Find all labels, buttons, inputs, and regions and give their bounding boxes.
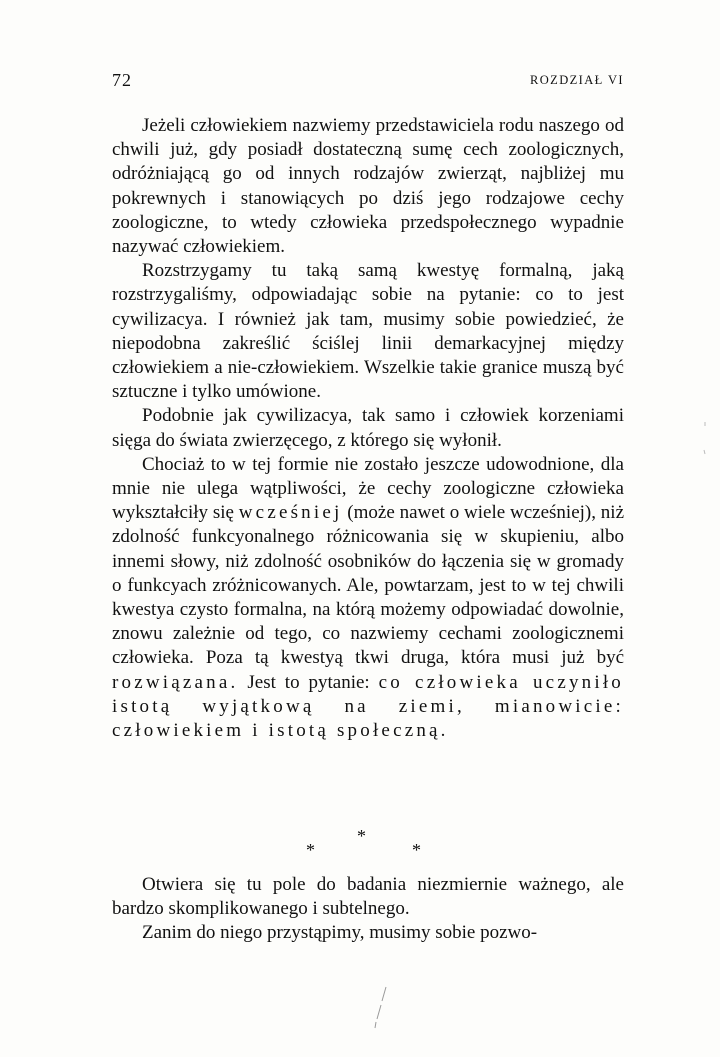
paragraph-5: Otwiera się tu pole do badania niezmiernie ważnego, ale bardzo skomplikowanego i subtelnego. [112,874,624,920]
page-header [112,70,624,94]
pencil-mark [370,985,394,1030]
paragraph-4-part-e: Jest to pytanie: [247,671,370,693]
emphasis-question: co człowieka uczyniło istotą wyjątkową na ziemi, mianowicie: człowiekiem i istotą społeczną. [112,671,625,742]
body-text-lower [112,873,624,946]
section-separator-asterism [280,826,440,866]
margin-speck [700,420,710,460]
emphasis-wczesniej: wcześniej [238,502,343,524]
body-text-upper [112,114,624,743]
paragraph-4-part-a: Chociaż to w tej formie nie zostało jeszcze udowodnione, dla mnie nie ulega wątpliwości, że cechy zoologiczne człowieka wykształciły się [112,453,624,524]
paragraph-2: Rozstrzygamy tu taką samą kwestyę formalną, jaką rozstrzygaliśmy, odpowiadając sobie na pytanie: co to jest cywilizacya. I również jak tam, musimy sobie powiedzieć, że niepodobna zakreślić ściślej linii demarkacyjnej między człowiekiem a nie-człowiekiem. Wszelkie takie granice muszą być sztuczne i tylko umówione. [112,260,624,403]
running-head-chapter-title: ROZDZIAŁ VI [530,73,624,87]
paragraph-4 [112,453,624,743]
asterisk-right: * [412,840,421,860]
paragraph-1: Jeżeli człowiekiem nazwiemy przedstawiciela rodu naszego od chwili już, gdy posiadł dostateczną sumę cech zoologicznych, odróżniającą go od innych rodzajów zwierząt, najbliżej mu pokrewnych i stanowiących po dziś jego rodzajowe cechy zoologiczne, to wtedy człowieka przedspołecznego wypadnie nazywać człowiekiem. [112,115,624,258]
paragraph-6: Zanim do niego przystąpimy, musimy sobie pozwo- [142,922,538,944]
emphasis-rozwiazana: rozwiązana. [112,671,239,693]
paragraph-3: Podobnie jak cywilizacya, tak samo i człowiek korzeniami sięga do świata zwierzęcego, z którego się wyłonił. [112,405,624,451]
asterisk-top: * [357,826,366,846]
asterisk-left: * [306,840,315,860]
page-number: 72 [112,70,132,90]
paragraph-4-part-c: (może nawet o wiele wcześniej), niż zdolność funkcyonalnego różnicowania się w skupieniu, albo innemi słowy, niż zdolność osobników do łączenia się w gromady o funkcyach zróżnicowanych. Ale, powtarzam, jest to w tej chwili kwestya czysto formalna, na którą możemy odpowiadać dowolnie, znowu zależnie od tego, co nazwiemy cechami zoologicznemi człowieka. Poza tą kwestyą tkwi druga, która musi już być [112,502,625,669]
